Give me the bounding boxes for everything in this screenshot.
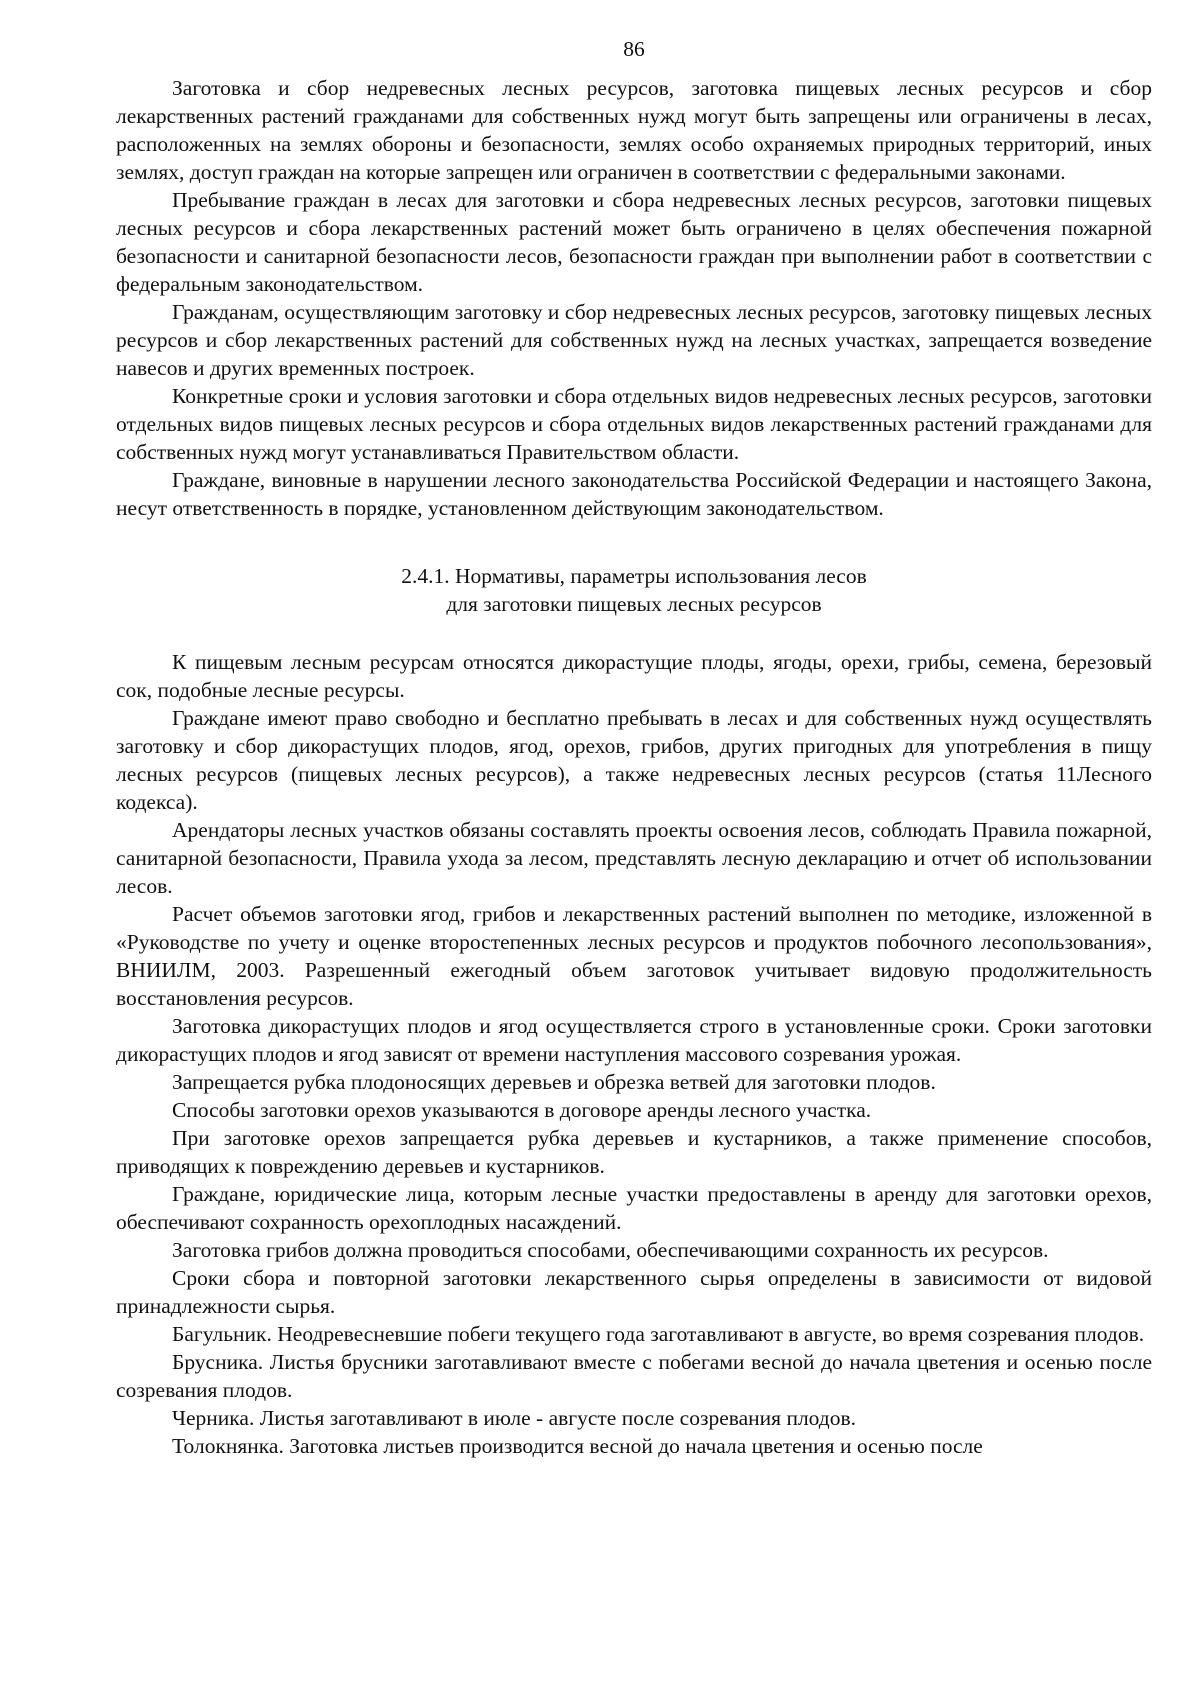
section-heading-line-2: для заготовки пищевых лесных ресурсов <box>446 592 822 616</box>
paragraph: Гражданам, осуществляющим заготовку и сбор недревесных лесных ресурсов, заготовку пищевых лесных ресурсов и сбор лекарственных растений для собственных нужд на лесных участках, запрещается возведение навесов и других временных построек. <box>116 300 1152 380</box>
paragraph: Граждане, виновные в нарушении лесного законодательства Российской Федерации и настоящего Закона, несут ответственность в порядке, установленном действующим законодательством. <box>116 468 1152 520</box>
intro-section <box>116 74 1152 522</box>
section-body <box>116 648 1152 1460</box>
document-page <box>116 36 1152 1460</box>
paragraph: Брусника. Листья брусники заготавливают вместе с побегами весной до начала цветения и осенью после созревания плодов. <box>116 1350 1152 1402</box>
paragraph: Конкретные сроки и условия заготовки и сбора отдельных видов недревесных лесных ресурсов, заготовки отдельных видов пищевых лесных ресурсов и сбора отдельных видов лекарственных растений гражданами для собственных нужд могут устанавливаться Правительством области. <box>116 384 1152 464</box>
paragraph: Граждане имеют право свободно и бесплатно пребывать в лесах и для собственных нужд осуществлять заготовку и сбор дикорастущих плодов, ягод, орехов, грибов, других пригодных для употребления в пищу лесных ресурсов (пищевых лесных ресурсов), а также недревесных лесных ресурсов (статья 11Лесного кодекса). <box>116 706 1152 814</box>
paragraph: При заготовке орехов запрещается рубка деревьев и кустарников, а также применение способов, приводящих к повреждению деревьев и кустарников. <box>116 1126 1152 1178</box>
paragraph: Расчет объемов заготовки ягод, грибов и лекарственных растений выполнен по методике, изложенной в «Руководстве по учету и оценке второстепенных лесных ресурсов и продуктов побочного лесопользования», ВНИИЛМ, 2003. Разрешенный ежегодный объем заготовок учитывает видовую продолжительность восстановления ресурсов. <box>116 902 1152 1010</box>
page-number: 86 <box>623 37 645 61</box>
paragraph: К пищевым лесным ресурсам относятся дикорастущие плоды, ягоды, орехи, грибы, семена, березовый сок, подобные лесные ресурсы. <box>116 650 1152 702</box>
section-heading <box>116 562 1152 618</box>
paragraph: Заготовка и сбор недревесных лесных ресурсов, заготовка пищевых лесных ресурсов и сбор лекарственных растений гражданами для собственных нужд могут быть запрещены или ограничены в лесах, расположенных на землях обороны и безопасности, землях особо охраняемых природных территорий, иных землях, доступ граждан на которые запрещен или ограничен в соответствии с федеральными законами. <box>116 76 1152 184</box>
paragraph: Толокнянка. Заготовка листьев производится весной до начала цветения и осенью после <box>172 1434 983 1458</box>
paragraph: Сроки сбора и повторной заготовки лекарственного сырья определены в зависимости от видовой принадлежности сырья. <box>116 1266 1152 1318</box>
paragraph: Граждане, юридические лица, которым лесные участки предоставлены в аренду для заготовки орехов, обеспечивают сохранность орехоплодных насаждений. <box>116 1182 1152 1234</box>
paragraph: Арендаторы лесных участков обязаны составлять проекты освоения лесов, соблюдать Правила пожарной, санитарной безопасности, Правила ухода за лесом, представлять лесную декларацию и отчет об использовании лесов. <box>116 818 1152 898</box>
paragraph: Заготовка грибов должна проводиться способами, обеспечивающими сохранность их ресурсов. <box>172 1238 1049 1262</box>
section-heading-line-1: 2.4.1. Нормативы, параметры использования лесов <box>401 564 867 588</box>
paragraph: Заготовка дикорастущих плодов и ягод осуществляется строго в установленные сроки. Сроки заготовки дикорастущих плодов и ягод зависят от времени наступления массового созревания урожая. <box>116 1014 1152 1066</box>
paragraph: Черника. Листья заготавливают в июле - августе после созревания плодов. <box>172 1406 857 1430</box>
paragraph: Багульник. Неодревесневшие побеги текущего года заготавливают в августе, во время созревания плодов. <box>172 1322 1145 1346</box>
paragraph: Пребывание граждан в лесах для заготовки и сбора недревесных лесных ресурсов, заготовки пищевых лесных ресурсов и сбора лекарственных растений может быть ограничено в целях обеспечения пожарной безопасности и санитарной безопасности лесов, безопасности граждан при выполнении работ в соответствии с федеральным законодательством. <box>116 188 1152 296</box>
paragraph: Способы заготовки орехов указываются в договоре аренды лесного участка. <box>172 1098 872 1122</box>
paragraph: Запрещается рубка плодоносящих деревьев и обрезка ветвей для заготовки плодов. <box>172 1070 936 1094</box>
